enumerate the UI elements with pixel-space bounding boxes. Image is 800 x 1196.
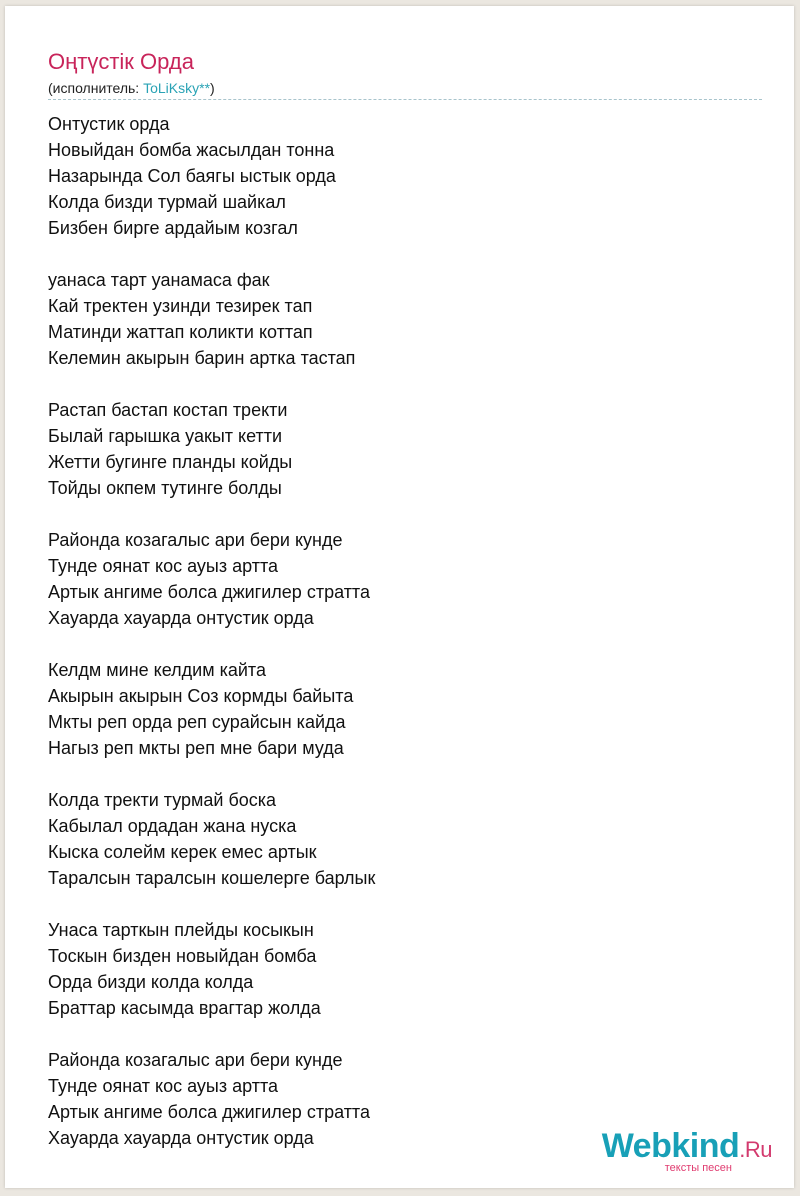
lyrics-line: Келемин акырын барин артка тастап	[48, 348, 356, 368]
lyrics-line: Матинди жаттап коликти коттап	[48, 322, 313, 342]
lyrics-stanza	[48, 787, 748, 891]
lyrics-line: Тойды окпем тутинге болды	[48, 478, 282, 498]
lyrics-line: Таралсын таралсын кошелерге барлык	[48, 868, 376, 888]
lyrics-line: Орда бизди колда колда	[48, 972, 254, 992]
lyrics-line: Жетти бугинге планды койды	[48, 452, 293, 472]
logo-main-text: Webkind	[601, 1127, 740, 1165]
artist-suffix: )	[210, 80, 215, 96]
lyrics-line: Былай гарышка уакыт кетти	[48, 426, 283, 446]
lyrics-stanza	[48, 917, 748, 1021]
lyrics-line: Нагыз реп мкты реп мне бари муда	[48, 738, 344, 758]
lyrics-stanza	[48, 397, 748, 501]
lyrics-line: Кыска солейм керек емес артык	[48, 842, 317, 862]
lyrics-line: Тунде оянат кос ауыз артта	[48, 1076, 279, 1096]
lyrics-line: Колда бизди турмай шайкал	[48, 192, 286, 212]
lyrics-stanza	[48, 657, 748, 761]
lyrics-line: Артык ангиме болса джигилер стратта	[48, 1102, 370, 1122]
lyrics-line: уанаса тарт уанамаса фак	[48, 270, 270, 290]
lyrics-page	[5, 6, 794, 1188]
logo-tagline: тексты песен	[664, 1162, 732, 1174]
lyrics-line: Хауарда хауарда онтустик орда	[48, 1128, 314, 1148]
lyrics-line: Кабылал ордадан жана нуска	[48, 816, 297, 836]
lyrics-stanza	[48, 527, 748, 631]
lyrics-line: Бизбен бирге ардайым козгал	[48, 218, 298, 238]
lyrics-line: Акырын акырын Соз кормды байыта	[48, 686, 354, 706]
lyrics-stanza	[48, 267, 748, 371]
song-title: Оңтүстік Орда	[48, 49, 194, 74]
logo-suffix: .Ru	[739, 1137, 772, 1162]
artist-line	[48, 79, 215, 97]
lyrics-line: Районда козагалыс ари бери кунде	[48, 530, 343, 550]
lyrics-line: Кай тректен узинди тезирек тап	[48, 296, 313, 316]
lyrics-line: Унаса тарткын плейды косыкын	[48, 920, 314, 940]
divider	[48, 99, 762, 100]
lyrics-line: Новыйдан бомба жасылдан тонна	[48, 140, 335, 160]
lyrics-line: Районда козагалыс ари бери кунде	[48, 1050, 343, 1070]
lyrics-line: Браттар касымда врагтар жолда	[48, 998, 321, 1018]
artist-prefix: (исполнитель:	[48, 80, 144, 96]
lyrics-stanza	[48, 111, 748, 241]
lyrics-line: Колда тректи турмай боска	[48, 790, 277, 810]
lyrics-line: Мкты реп орда реп сурайсын кайда	[48, 712, 346, 732]
lyrics-line: Тунде оянат кос ауыз артта	[48, 556, 279, 576]
lyrics-line: Назарында Сол баягы ыстык орда	[48, 166, 336, 186]
site-logo[interactable]	[602, 1128, 772, 1174]
lyrics-line: Келдм мине келдим кайта	[48, 660, 266, 680]
lyrics-line: Тоскын бизден новыйдан бомба	[48, 946, 317, 966]
lyrics-line: Растап бастап костап тректи	[48, 400, 288, 420]
lyrics-line: Артык ангиме болса джигилер стратта	[48, 582, 370, 602]
artist-link[interactable]: ToLiKsky**	[143, 80, 211, 96]
lyrics-body	[48, 111, 748, 1177]
lyrics-line: Хауарда хауарда онтустик орда	[48, 608, 314, 628]
lyrics-line: Онтустик орда	[48, 114, 170, 134]
